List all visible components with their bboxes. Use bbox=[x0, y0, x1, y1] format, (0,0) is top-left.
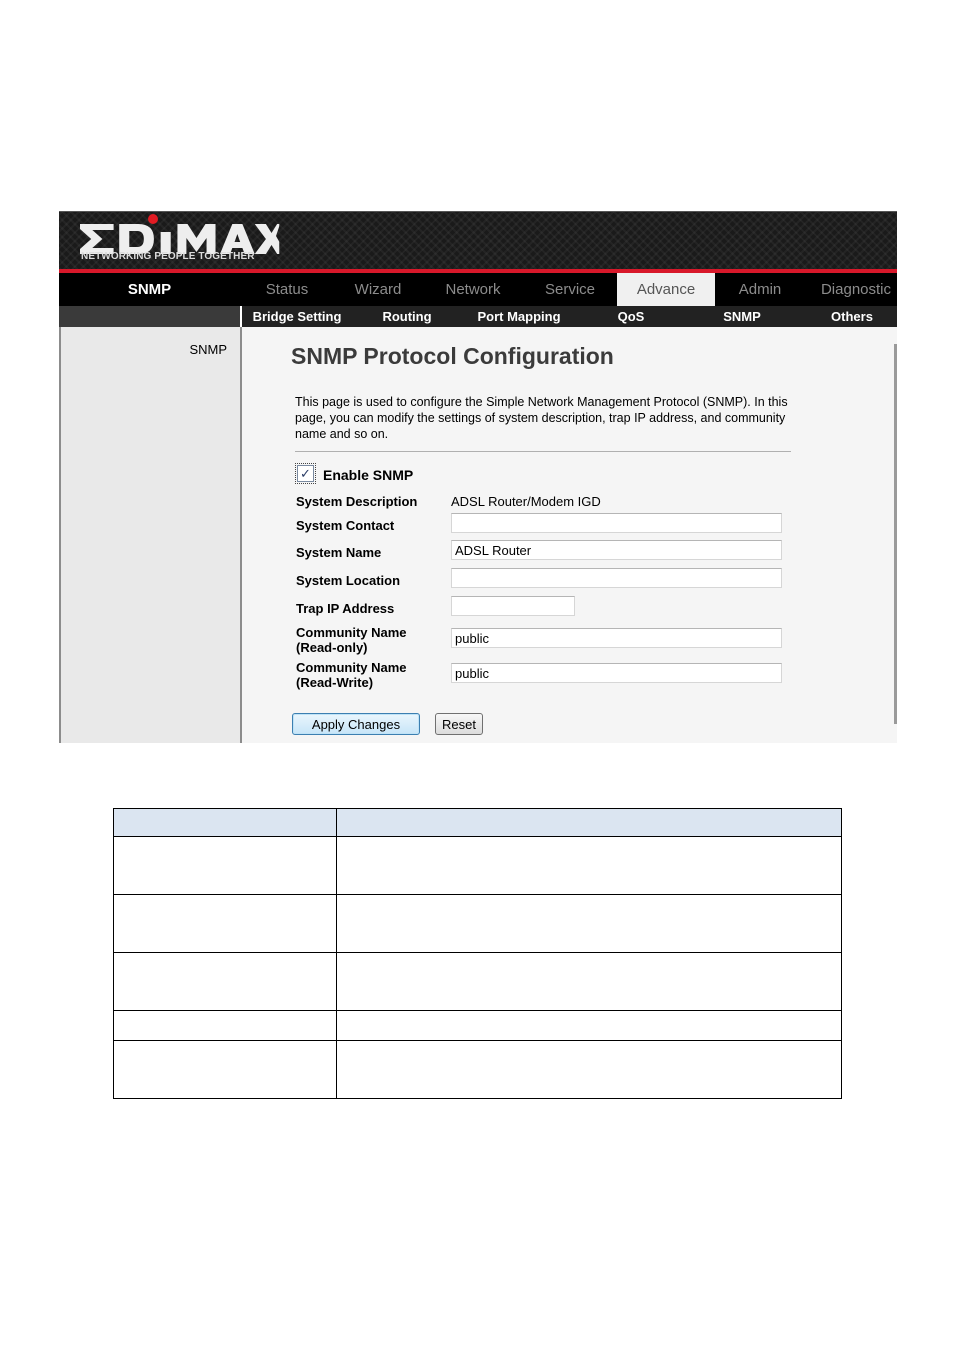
system-description-label: System Description bbox=[296, 494, 418, 509]
table-header-cell bbox=[337, 809, 842, 837]
tab-network[interactable]: Network bbox=[445, 281, 501, 298]
logo-red-dot-icon bbox=[148, 214, 158, 224]
top-navigation bbox=[59, 273, 897, 306]
field-description-table bbox=[113, 808, 842, 1099]
trap-ip-input[interactable] bbox=[451, 596, 575, 616]
table-header-cell bbox=[114, 809, 337, 837]
system-name-label: System Name bbox=[296, 545, 382, 560]
table-cell bbox=[114, 895, 337, 953]
brand-tagline: NETWORKING PEOPLE TOGETHER bbox=[81, 251, 255, 262]
table-cell bbox=[337, 1011, 842, 1041]
system-location-input[interactable] bbox=[451, 568, 782, 588]
trap-ip-label: Trap IP Address bbox=[296, 601, 395, 616]
subnav-spacer bbox=[59, 306, 240, 327]
community-rw-input[interactable] bbox=[451, 663, 782, 683]
community-ro-input[interactable] bbox=[451, 628, 782, 648]
community-ro-label-line2: (Read-only) bbox=[296, 640, 368, 655]
community-rw-label-line1: Community Name bbox=[296, 660, 407, 675]
header-bar bbox=[59, 211, 897, 269]
edimax-logo-icon bbox=[80, 224, 279, 254]
subtab-others[interactable]: Others bbox=[831, 309, 873, 324]
table-cell bbox=[337, 895, 842, 953]
tab-service[interactable]: Service bbox=[544, 281, 596, 298]
tab-wizard[interactable]: Wizard bbox=[354, 281, 402, 298]
router-admin-screenshot bbox=[59, 211, 897, 743]
table-cell bbox=[337, 953, 842, 1011]
enable-snmp-checkbox[interactable]: ✓ bbox=[297, 465, 314, 482]
reset-button[interactable]: Reset bbox=[435, 713, 483, 735]
table-cell bbox=[114, 1041, 337, 1099]
page-description: This page is used to configure the Simple Network Management Protocol (SNMP). In this page, you can modify the settings of system description, trap IP address, and community name and so on. bbox=[295, 395, 788, 441]
main-content bbox=[242, 327, 897, 743]
table-cell bbox=[114, 953, 337, 1011]
community-rw-label bbox=[296, 660, 407, 690]
current-section-label: SNMP bbox=[127, 281, 172, 298]
subnav-divider bbox=[240, 306, 242, 327]
community-ro-label-line1: Community Name bbox=[296, 625, 407, 640]
apply-changes-button[interactable]: Apply Changes bbox=[292, 713, 420, 735]
system-description-value: ADSL Router/Modem IGD bbox=[451, 494, 601, 509]
subtab-snmp[interactable]: SNMP bbox=[723, 309, 761, 324]
table-cell bbox=[337, 837, 842, 895]
table-row bbox=[114, 837, 842, 895]
tab-diagnostic[interactable]: Diagnostic bbox=[820, 281, 892, 298]
system-location-label: System Location bbox=[296, 573, 401, 588]
page-title: SNMP Protocol Configuration bbox=[291, 343, 614, 369]
tab-status[interactable]: Status bbox=[265, 281, 309, 298]
system-name-input[interactable] bbox=[451, 540, 782, 560]
community-rw-label-line2: (Read-Write) bbox=[296, 675, 374, 690]
subtab-bridge-setting[interactable]: Bridge Setting bbox=[252, 309, 342, 324]
divider bbox=[295, 451, 791, 452]
content-right-border bbox=[894, 344, 897, 724]
table-row bbox=[114, 895, 842, 953]
subtab-routing[interactable]: Routing bbox=[382, 309, 432, 324]
table-cell bbox=[337, 1041, 842, 1099]
system-contact-label: System Contact bbox=[296, 518, 395, 533]
enable-snmp-label: Enable SNMP bbox=[323, 467, 414, 483]
tab-advance[interactable]: Advance bbox=[617, 273, 715, 306]
subtab-qos[interactable]: QoS bbox=[617, 309, 645, 324]
sidebar-item-snmp[interactable]: SNMP bbox=[189, 342, 227, 357]
tab-admin[interactable]: Admin bbox=[738, 281, 782, 298]
sub-navigation bbox=[59, 306, 897, 327]
table-cell bbox=[114, 837, 337, 895]
table-cell bbox=[114, 1011, 337, 1041]
sidebar bbox=[59, 327, 240, 743]
table-header-row bbox=[114, 809, 842, 837]
system-contact-input[interactable] bbox=[451, 513, 782, 533]
community-ro-label bbox=[296, 625, 407, 655]
table-row bbox=[114, 1041, 842, 1099]
subtab-port-mapping[interactable]: Port Mapping bbox=[477, 309, 561, 324]
table-row bbox=[114, 1011, 842, 1041]
table-row bbox=[114, 953, 842, 1011]
